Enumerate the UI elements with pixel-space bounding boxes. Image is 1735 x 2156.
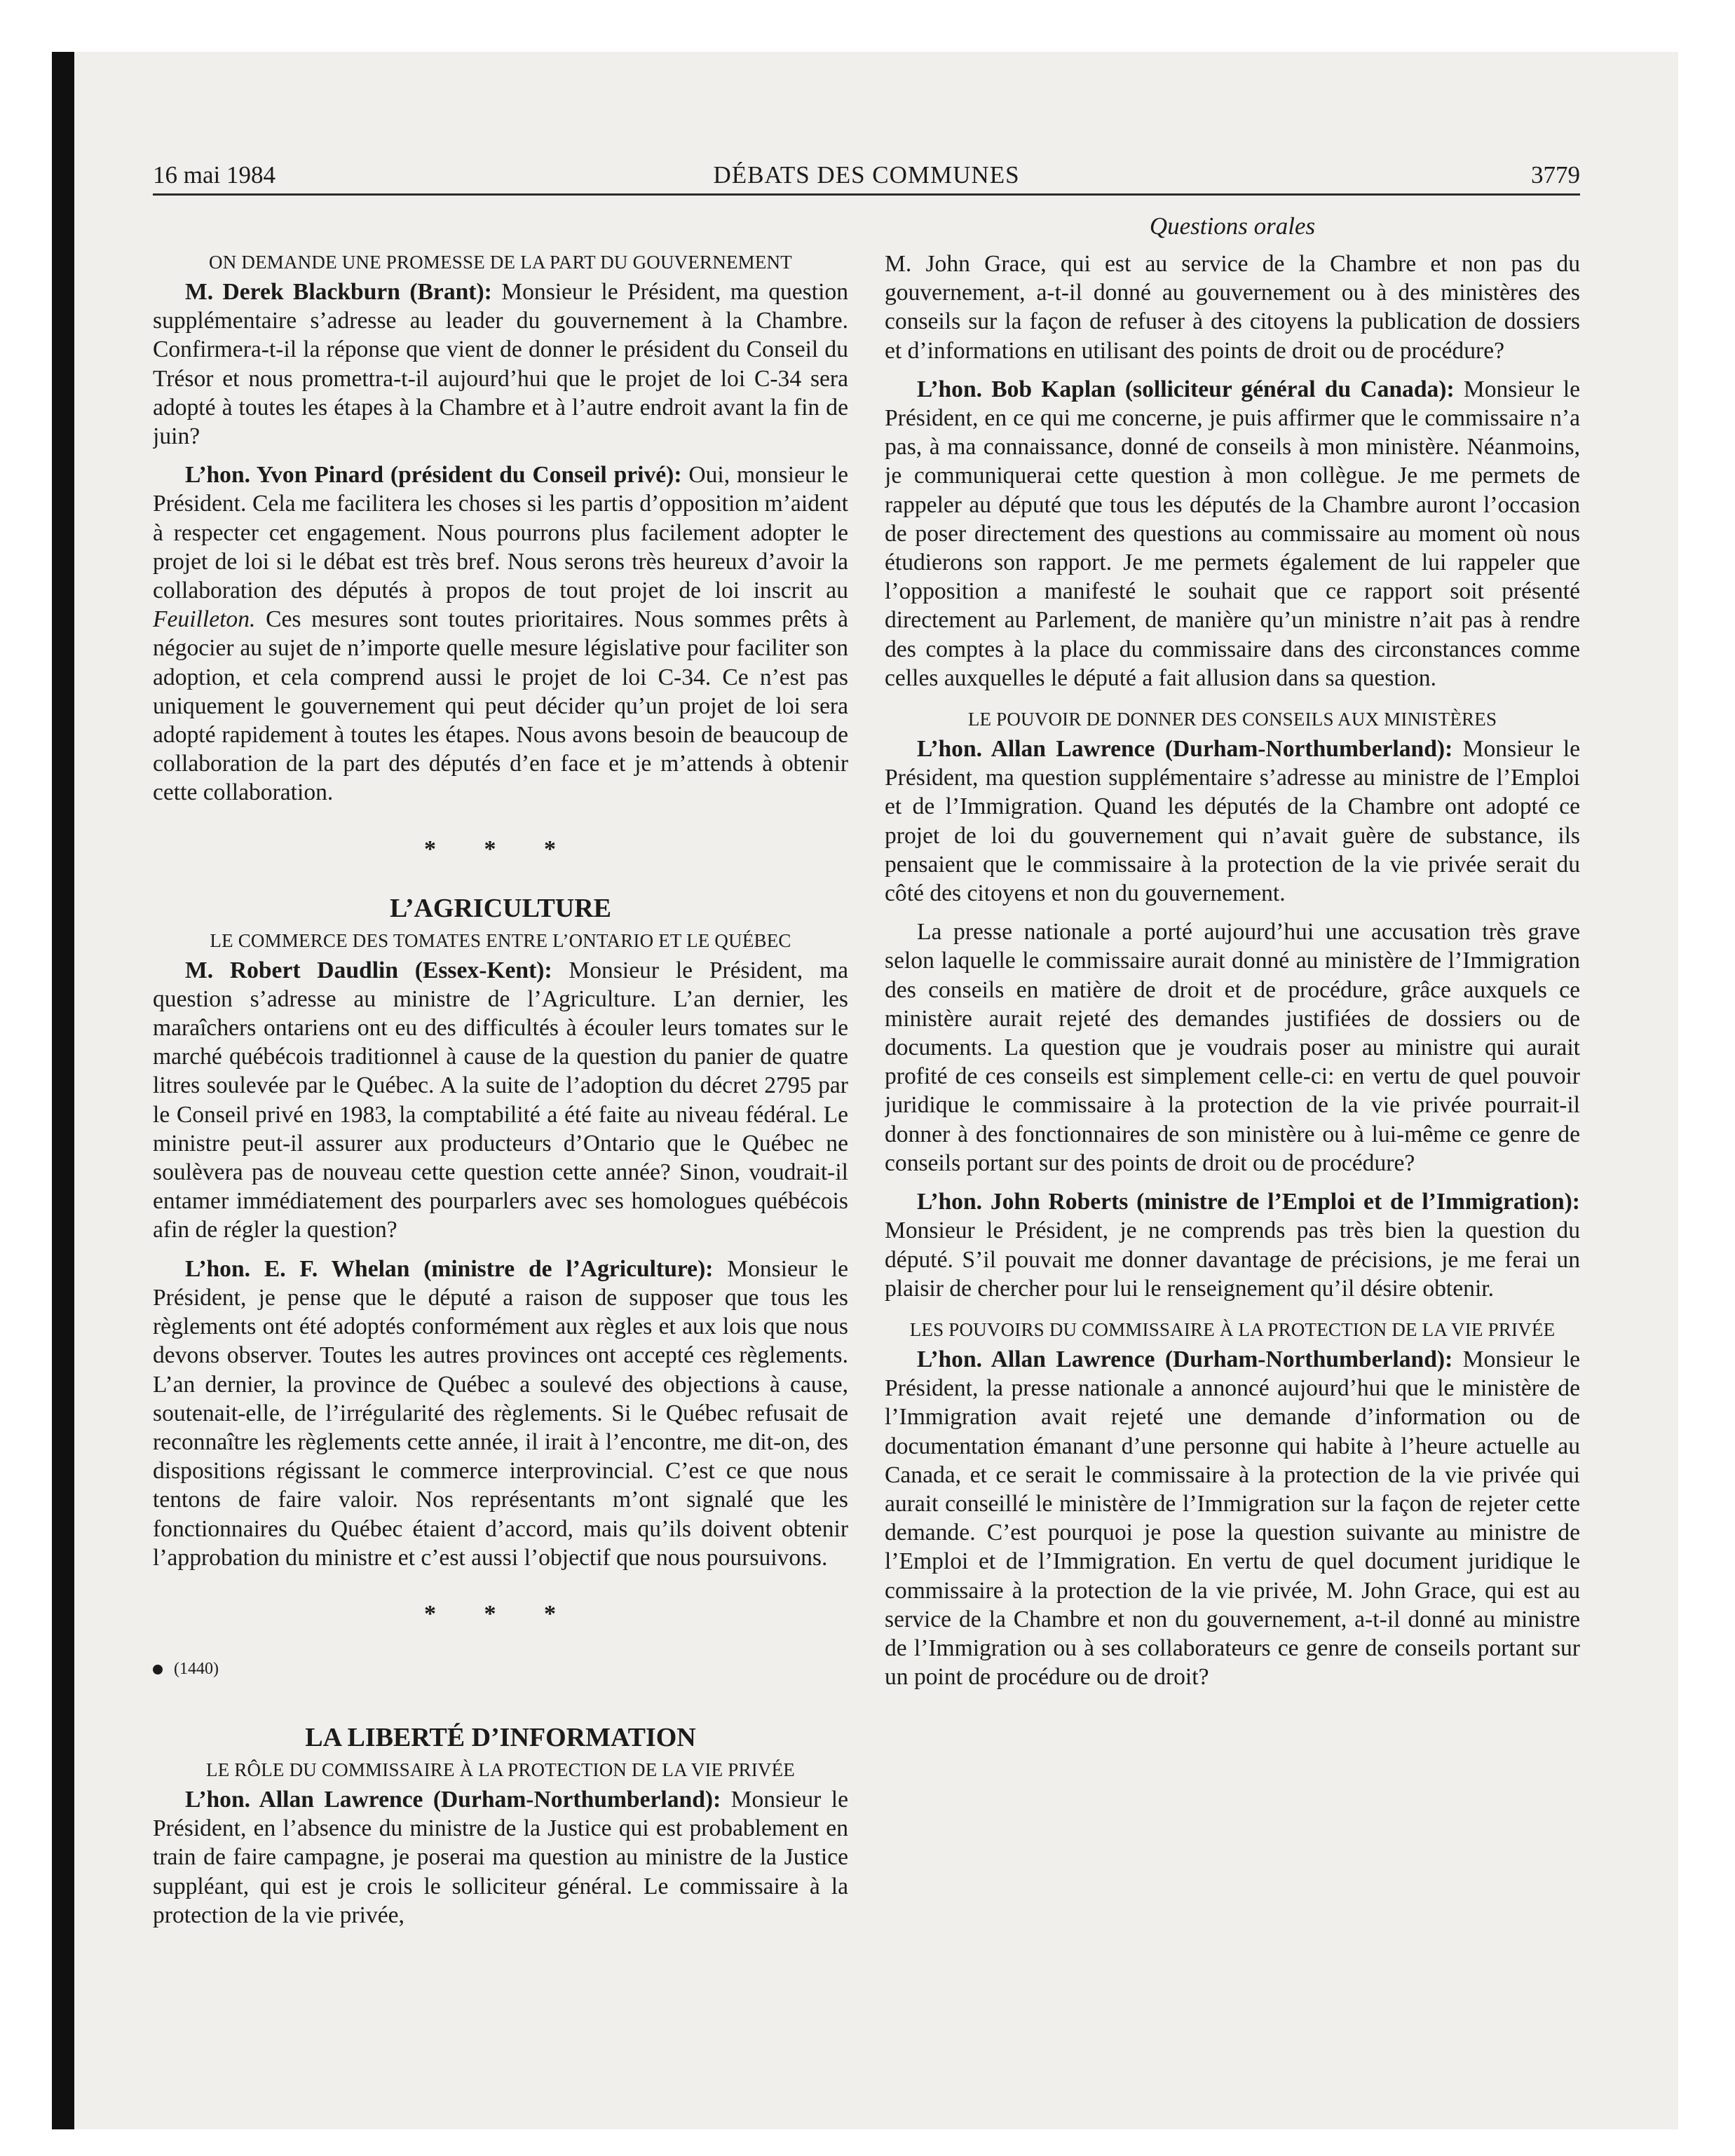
speaker-name: L’hon. Allan Lawrence (Durham-Northumberland):: [917, 736, 1453, 763]
speech-text: Ces mesures sont toutes prioritaires. Nous sommes prêts à négocier au sujet de n’importe quelle mesure législative pour faciliter son adoption, et cela comprend aussi le projet de loi C-34. Ce n’est pas uniquement le gouvernement qui peut décider qu’un projet de loi sera adopté rapidement à toutes les étapes. Nous avons besoin de beaucoup de collaboration de la part des députés d’en face et je m’attends à obtenir cette collaboration.: [153, 606, 848, 806]
right-column: [885, 250, 1580, 2072]
speech-whelan: [153, 1255, 848, 1572]
speaker-name: L’hon. John Roberts (ministre de l’Emploi et de l’Immigration):: [917, 1189, 1580, 1215]
header-journal-title: DÉBATS DES COMMUNES: [713, 161, 1020, 189]
speech-roberts: [885, 1187, 1580, 1303]
speech-kaplan: [885, 375, 1580, 692]
speech-lawrence-1-continued: M. John Grace, qui est au service de la Chambre et non pas du gouvernement, a-t-il donné au gouvernement ou à des ministères des conseils sur la façon de refuser à des citoyens la publication de dossiers et d’informations en utilisant des points de droit ou de procédure?: [885, 251, 1580, 364]
speaker-name: M. Derek Blackburn (Brant):: [185, 279, 492, 305]
speech-daudlin: [153, 956, 848, 1245]
header-page-number: 3779: [1531, 161, 1580, 189]
time-marker-text: (1440): [174, 1659, 219, 1678]
subhead-promise: ON DEMANDE UNE PROMESSE DE LA PART DU GOUVERNEMENT: [209, 252, 792, 273]
speech-text: Monsieur le Président, ma question supplémentaire s’adresse au ministre de l’Emploi et de l’Immigration. Quand les députés de la Chambre ont adopté ce projet de loi du gouvernement qui n’avait guère de substance, ils pensaient que le commissaire à la protection de la vie privée serait du côté des citoyens et non du gouvernement.: [885, 736, 1580, 907]
speech-text: Monsieur le Président, ma question s’adresse au ministre de l’Agriculture. L’an dernier, les maraîchers ontariens ont eu des difficultés à écouler leurs tomates sur le marché québécois traditionnel à cause de la question du panier de quatre litres soulevée par le Québec. A la suite de l’adoption du décret 2795 par le Conseil privé en 1983, la comptabilité a été faite au niveau fédéral. Le ministre peut-il assurer aux producteurs d’Ontario que le Québec ne soulèvera pas de nouveau cette question cette année? Sinon, voudrait-il entamer immédiatement des pourparlers avec ses homologues québécois afin de régler la question?: [153, 957, 848, 1243]
speaker-name: L’hon. Yvon Pinard (président du Conseil privé):: [185, 462, 682, 489]
bullet-dot-icon: [153, 1665, 163, 1674]
speech-text: Monsieur le Président, en l’absence du ministre de la Justice qui est probablement en train de faire campagne, je poserai ma question au ministre de la Justice suppléant, qui est je crois le solliciteur général. Le commissaire à la protection de la vie privée,: [153, 1786, 848, 1928]
speaker-name: L’hon. Bob Kaplan (solliciteur général du Canada):: [917, 376, 1455, 402]
header-date: 16 mai 1984: [153, 161, 275, 189]
binding-edge: [52, 52, 74, 2129]
speaker-name: M. Robert Daudlin (Essex-Kent):: [185, 957, 552, 983]
speech-text: Monsieur le Président, je ne comprends pas très bien la question du député. S’il pouvait me donner davantage de précisions, je me ferai un plaisir de chercher pour lui le renseignement qu’il désire obtenir.: [885, 1217, 1580, 1302]
speech-blackburn: [153, 278, 848, 451]
section-separator: * * *: [424, 835, 577, 862]
speech-text: Monsieur le Président, ma question supplémentaire s’adresse au leader du gouvernement à la Chambre. Confirmera-t-il la réponse que vient de donner le président du Conseil du Trésor et nous promettra-t-il aujourd’hui que le projet de loi C-34 sera adopté à toutes les étapes à la Chambre et à l’autre endroit avant la fin de juin?: [153, 279, 848, 450]
speech-lawrence-2: [885, 735, 1580, 908]
time-marker: [153, 1656, 848, 1681]
left-column: [153, 250, 848, 2072]
speech-text: Monsieur le Président, je pense que le député a raison de supposer que tous les règlements ont été adoptés conformément aux règles et aux lois que nous devons observer. Toutes les autres provinces ont accepté ces règlements. L’an dernier, la province de Québec a soulevé des objections à cause, soutenait-elle, de l’irrégularité des règlements. Si le Québec refusait de reconnaître les règlements cette année, il irait à l’encontre, me dit-on, des dispositions régissant le commerce interprovincial. C’est ce que nous tentons de faire valoir. Nos représentants m’ont signalé que les fonctionnaires du Québec étaient d’accord, mais qu’ils doivent obtenir l’approbation du ministre et c’est aussi l’objectif que nous poursuivons.: [153, 1255, 848, 1571]
speech-text: Monsieur le Président, en ce qui me concerne, je puis affirmer que le commissaire n’a pas, à ma connaissance, donné de conseils à mon ministère. Néanmoins, je communiquerai cette question à mon collègue. Je me permets de rappeler au député que tous les députés de la Chambre auront l’occasion de poser directement des questions au commissaire au moment où nous étudierons son rapport. Je me permets également de lui rappeler que l’opposition a manifesté le souhait que ce rapport soit présenté directement au Parlement, de manière qu’un ministre n’ait pas à rendre des comptes à la place du commissaire dans des circonstances comme celles auxquelles le député a fait allusion dans sa question.: [885, 376, 1580, 691]
speech-text: Oui, monsieur le Président. Cela me facilitera les choses si les partis d’opposition m’aident à respecter cet engagement. Nous pourrons plus facilement adopter le projet de loi si le débat est très bref. Nous serons très heureux d’avoir la collaboration des députés à propos de tout projet de loi inscrit au: [153, 462, 848, 604]
subhead-privacy-commissioner-role: LE RÔLE DU COMMISSAIRE À LA PROTECTION DE LA VIE PRIVÉE: [206, 1759, 795, 1780]
subhead-advice-power: LE POUVOIR DE DONNER DES CONSEILS AUX MINISTÈRES: [967, 709, 1497, 730]
speech-lawrence-1: [153, 1785, 848, 1930]
speaker-name: L’hon. Allan Lawrence (Durham-Northumberland):: [185, 1786, 721, 1813]
speech-lawrence-2-continued: La presse nationale a porté aujourd’hui une accusation très grave selon laquelle le commissaire aurait donné au ministère de l’Immigration des conseils en matière de droit et de procédure, grâce auxquels ce ministère aurait rejeté des demandes justifiées de dossiers ou de documents. La question que je voudrais poser au ministre qui aurait profité de ces conseils est simplement celle-ci: en vertu de quel pouvoir juridique le commissaire à la protection de la vie privée pourrait-il donner à des fonctionnaires de son ministère ou à lui-même ce genre de conseils portant sur des points de droit ou de procédure?: [885, 919, 1580, 1176]
speech-text: Monsieur le Président, la presse nationale a annoncé aujourd’hui que le ministère de l’Immigration avait rejeté une demande d’information ou de documentation émanant d’une personne qui habite à l’heure actuelle au Canada, et ce serait le commissaire à la protection de la vie privée qui aurait conseillé le ministère de l’Immigration sur la façon de rejeter cette demande. C’est pourquoi je pose la question suivante au ministre de l’Emploi et de l’Immigration. En vertu de quel document juridique le commissaire à la protection de la vie privée, M. John Grace, qui est au service de la Chambre et non du gouvernement, a-t-il donné au ministre de l’Immigration ou à ses collaborateurs ce genre de conseils portant sur un point de procédure ou de droit?: [885, 1346, 1580, 1691]
section-label: Questions orales: [1149, 212, 1316, 240]
speaker-name: L’hon. E. F. Whelan (ministre de l’Agriculture):: [185, 1255, 714, 1282]
topic-freedom-of-information: LA LIBERTÉ D’INFORMATION: [305, 1722, 696, 1752]
subhead-tomatoes: LE COMMERCE DES TOMATES ENTRE L’ONTARIO ET LE QUÉBEC: [210, 929, 791, 951]
page-header: [153, 157, 1580, 196]
topic-agriculture: L’AGRICULTURE: [389, 893, 612, 923]
speaker-name: L’hon. Allan Lawrence (Durham-Northumberland):: [917, 1346, 1453, 1372]
speech-lawrence-3: [885, 1345, 1580, 1691]
subhead-commissioner-powers: LES POUVOIRS DU COMMISSAIRE À LA PROTECTION DE LA VIE PRIVÉE: [909, 1318, 1556, 1340]
section-separator: * * *: [424, 1600, 577, 1627]
italic-term: Feuilleton.: [153, 606, 256, 633]
speech-pinard: [153, 460, 848, 807]
